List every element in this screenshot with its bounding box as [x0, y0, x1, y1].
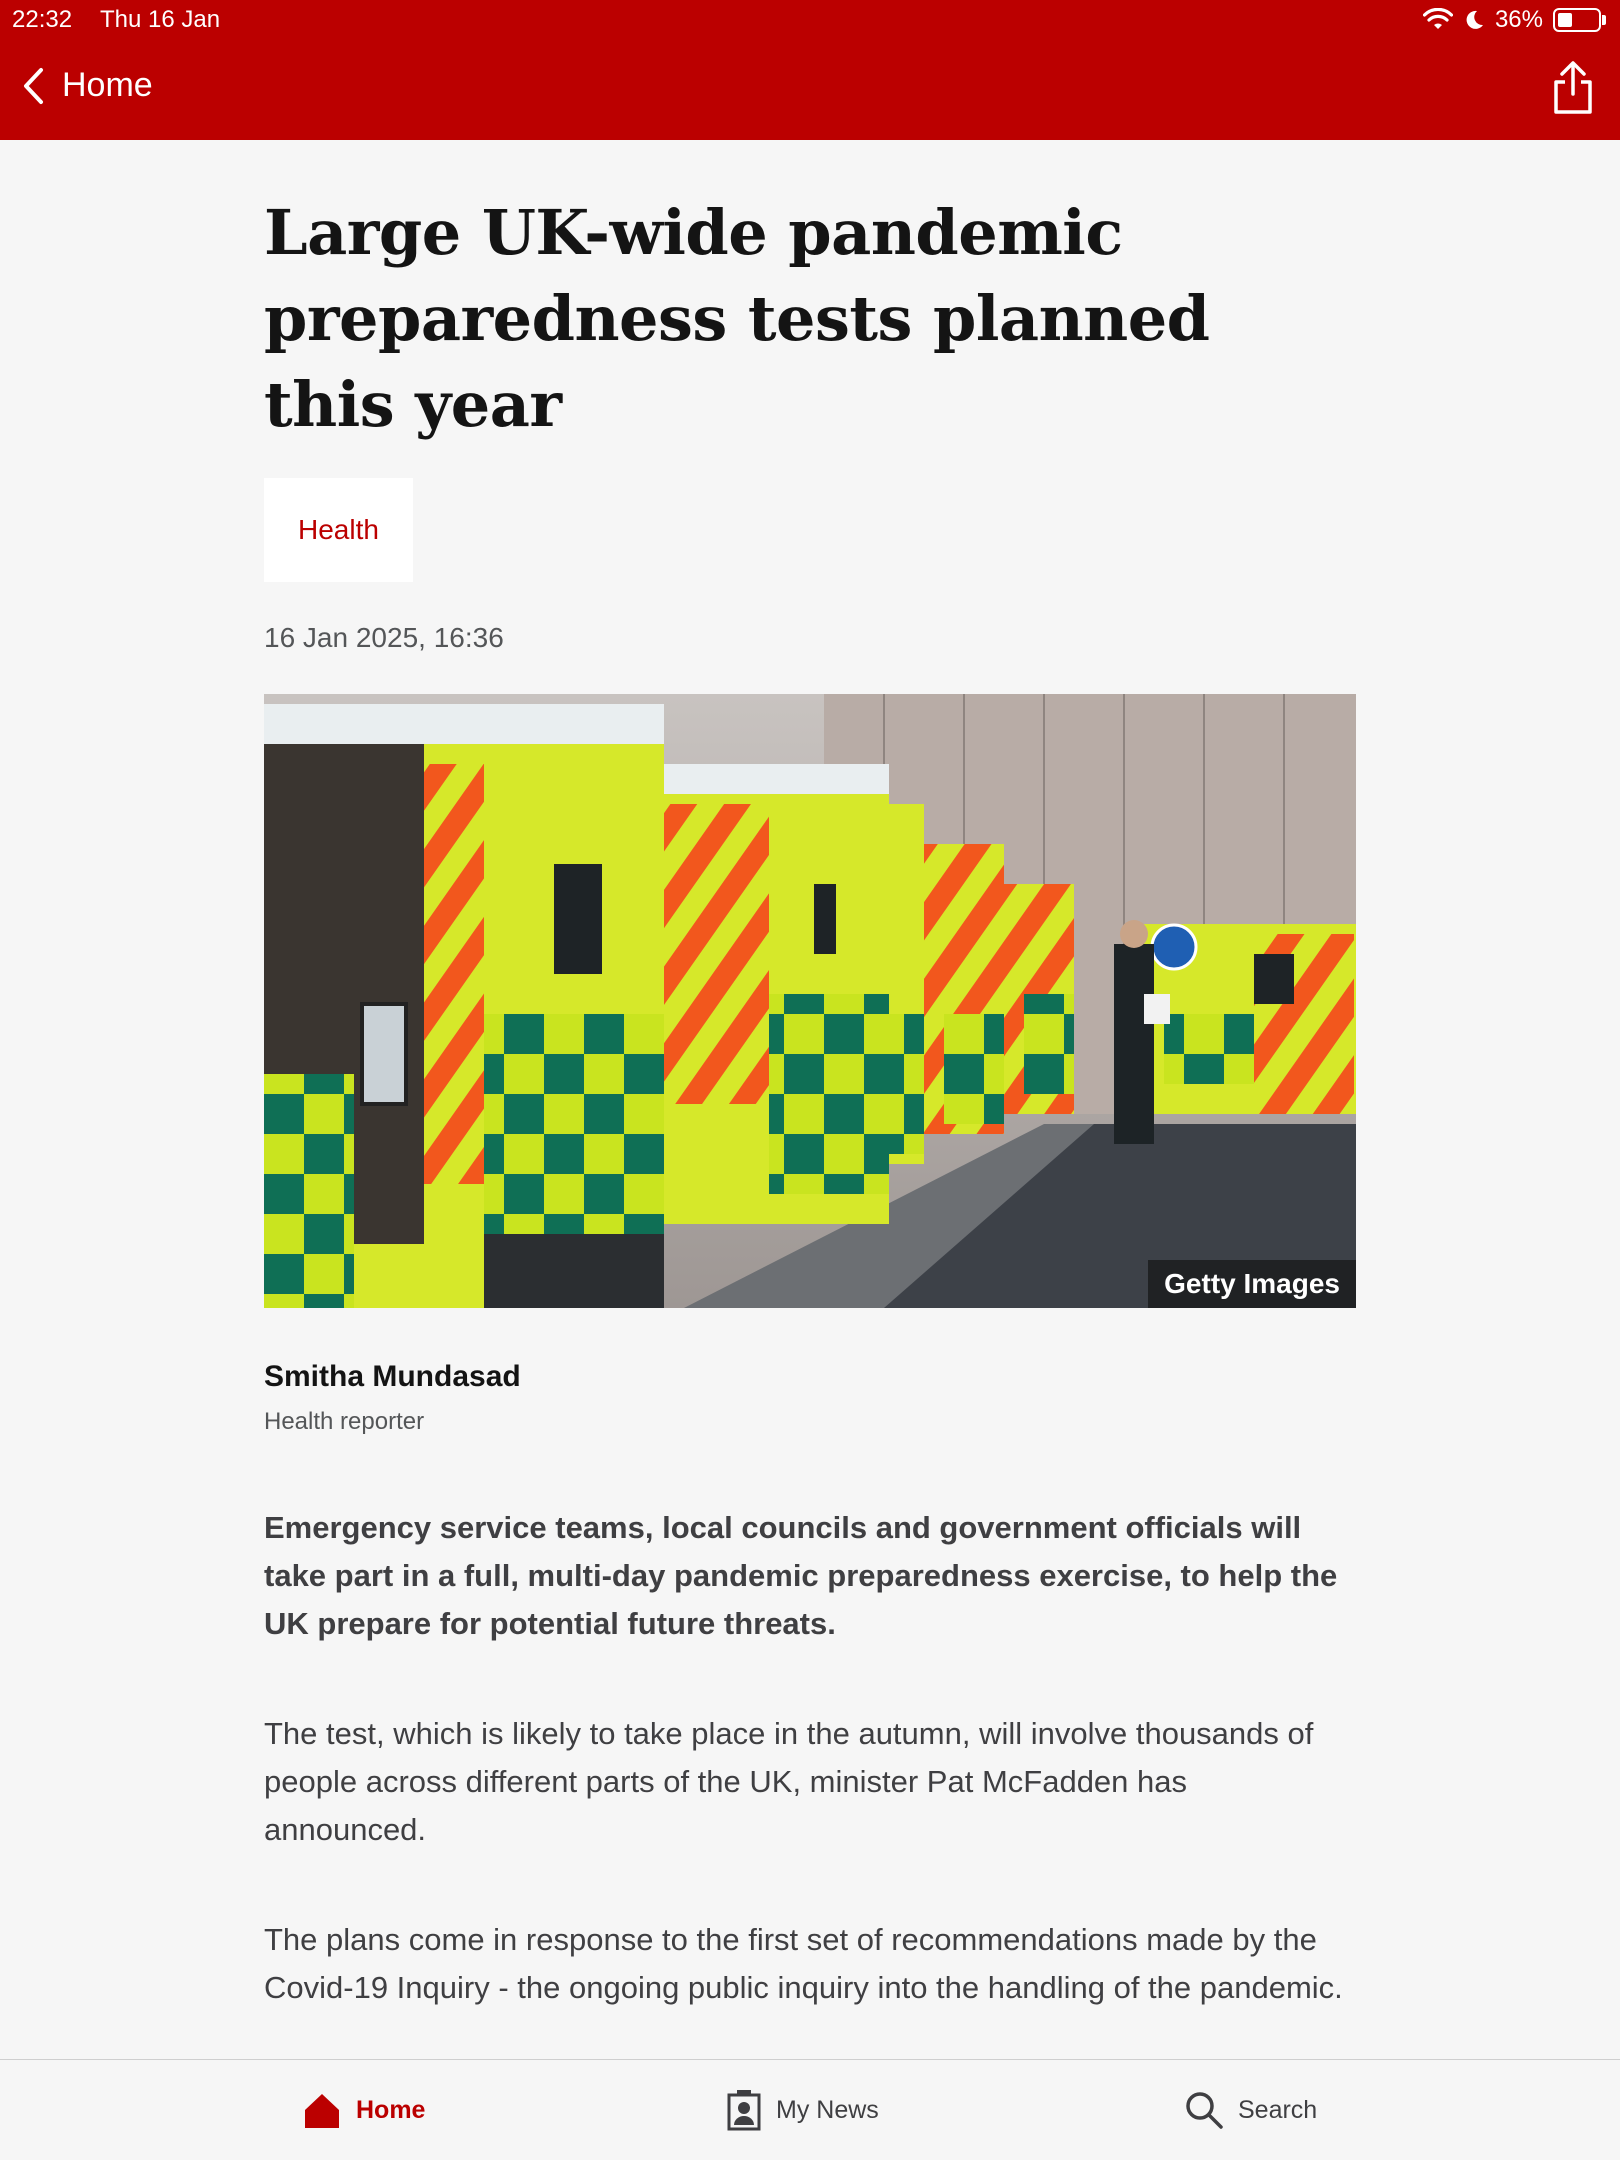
article — [264, 190, 1356, 2012]
article-paragraph: The test, which is likely to take place in the autumn, will involve thousands of people across different parts of the UK, minister Pat McFadden has announced. — [264, 1716, 1314, 1847]
wifi-icon — [1423, 8, 1453, 32]
battery-icon — [1553, 8, 1601, 32]
battery-level — [1558, 13, 1572, 27]
back-button[interactable] — [22, 66, 153, 105]
battery-percent: 36% — [1494, 6, 1543, 33]
hero-image — [264, 694, 1356, 1308]
tab-search-label: Search — [1238, 2095, 1318, 2124]
article-lead: Emergency service teams, local councils and government officials will take part in a full, multi-day pandemic preparedness exercise, to help the UK prepare for potential future threats. — [264, 1510, 1338, 1641]
author-name: Smitha Mundasad — [264, 1360, 521, 1393]
person-id-icon — [726, 2089, 762, 2131]
tab-my-news-label: My News — [776, 2095, 879, 2124]
tab-my-news[interactable] — [726, 2060, 879, 2160]
byline — [264, 1360, 1356, 1436]
author-role: Health reporter — [264, 1408, 425, 1435]
tab-home[interactable] — [302, 2060, 425, 2160]
share-button[interactable] — [1550, 60, 1596, 116]
app-header — [0, 0, 1620, 140]
bottom-tab-bar — [0, 2059, 1620, 2160]
house-icon — [302, 2090, 342, 2130]
back-label: Home — [62, 66, 153, 104]
article-timestamp: 16 Jan 2025, 16:36 — [264, 622, 504, 653]
share-icon — [1550, 60, 1596, 116]
status-time: 22:32 — [12, 6, 73, 33]
moon-icon — [1463, 9, 1485, 31]
battery-tip — [1602, 15, 1606, 25]
image-credit: Getty Images — [1148, 1260, 1356, 1308]
status-indicators — [1423, 6, 1606, 34]
status-bar — [0, 0, 1620, 40]
ambulance-photo — [264, 694, 1356, 1308]
status-date: Thu 16 Jan — [100, 6, 221, 33]
tab-home-label: Home — [356, 2095, 426, 2124]
topic-tag[interactable]: Health — [264, 478, 413, 582]
article-paragraph: The plans come in response to the first set of recommendations made by the Covid-19 Inquiry - the ongoing public inquiry into the handling of the pandemic. — [264, 1922, 1343, 2005]
tab-search[interactable] — [1184, 2060, 1317, 2160]
chevron-left-icon — [22, 67, 44, 105]
article-title: Large UK-wide pandemic preparedness tests planned this year — [264, 196, 1210, 441]
magnifier-icon — [1184, 2090, 1224, 2130]
